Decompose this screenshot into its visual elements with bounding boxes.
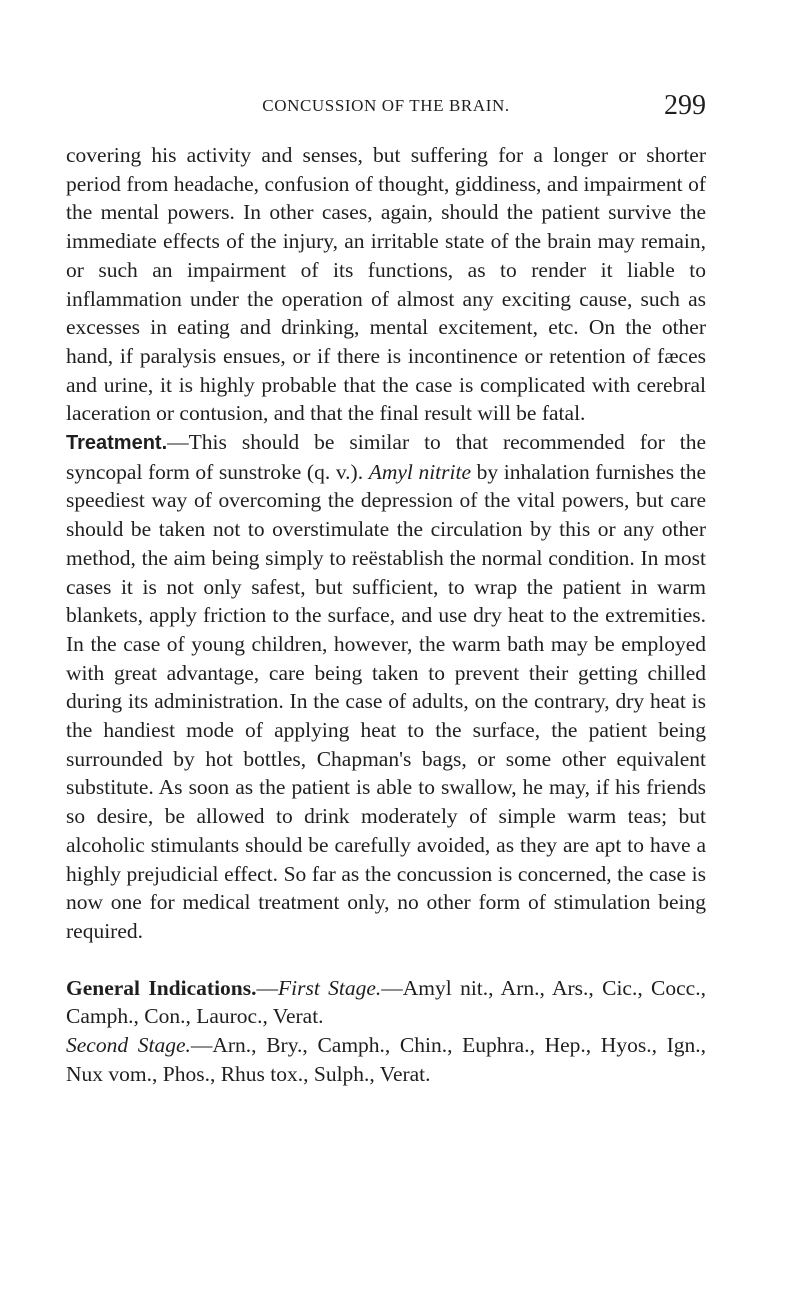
treatment-text-a: —This should be similar to that recommended for the syncopal form of sunstroke (q. v.). xyxy=(66,430,706,484)
running-head: CONCUSSION OF THE BRAIN. xyxy=(262,96,510,115)
treatment-text-b: by inhalation furnishes the speediest way of overcoming the depression of the vital powers, but care should be taken not to overstimulate the circulation by this or any other method, the aim being simply to reëstablish the normal condition. In most cases it is not only safest, but sufficient, to wrap the patient in warm blankets, apply friction to the surface, and use dry heat to the extremities. In the case of young children, however, the warm bath may be employed with great advantage, care being taken to prevent their getting chilled during its administration. In the case of adults, on the contrary, dry heat is the handiest mode of applying heat to the surface, the patient being surrounded by hot bottles, Chapman's bags, or some other equivalent substitute. As soon as the patient is able to swallow, he may, if his friends so desire, be allowed to drink moderately of simple warm teas; but alcoholic stimulants should be carefully avoided, as they are apt to have a highly prejudicial effect. So far as the concussion is concerned, the case is now one for medical treatment only, no other form of stimulation being required. xyxy=(66,459,706,943)
paragraph-concussion-outcome: covering his activity and senses, but suffering for a longer or shorter period from headache, confusion of thought, giddiness, and impairment of the mental powers. In other cases, again, should the patient survive the immediate effects of the injury, an irritable state of the brain may remain, or such an impairment of its functions, as to render it liable to inflammation under the operation of almost any exciting cause, such as excesses in eating and drinking, mental excitement, etc. On the other hand, if paralysis ensues, or if there is incontinence or retention of fæces and urine, it is highly probable that the case is complicated with cerebral laceration or contusion, and that the final result will be fatal. xyxy=(66,143,706,426)
general-indications-first-stage xyxy=(66,974,706,1031)
page-number: 299 xyxy=(664,90,706,121)
general-indications-heading: General Indications. xyxy=(66,975,257,1000)
first-stage-label: First Stage. xyxy=(278,975,382,1000)
body-text xyxy=(66,141,706,1089)
page-header xyxy=(66,90,706,120)
treatment-heading: Treatment. xyxy=(66,432,168,455)
general-indications-dash: — xyxy=(256,975,278,1000)
first-stage-remedies: —Amyl nit., Arn., Ars., Cic., Cocc., Camph., Con., Lauroc., Verat. xyxy=(66,975,706,1029)
paragraph-treatment xyxy=(66,428,706,946)
general-indications-second-stage xyxy=(66,1031,706,1088)
treatment-amyl-nitrite: Amyl nitrite xyxy=(368,459,472,484)
second-stage-remedies: —Arn., Bry., Camph., Chin., Euphra., Hep., Hyos., Ign., Nux vom., Phos., Rhus tox., Sulph., Verat. xyxy=(66,1033,707,1086)
second-stage-label: Second Stage. xyxy=(66,1033,191,1058)
